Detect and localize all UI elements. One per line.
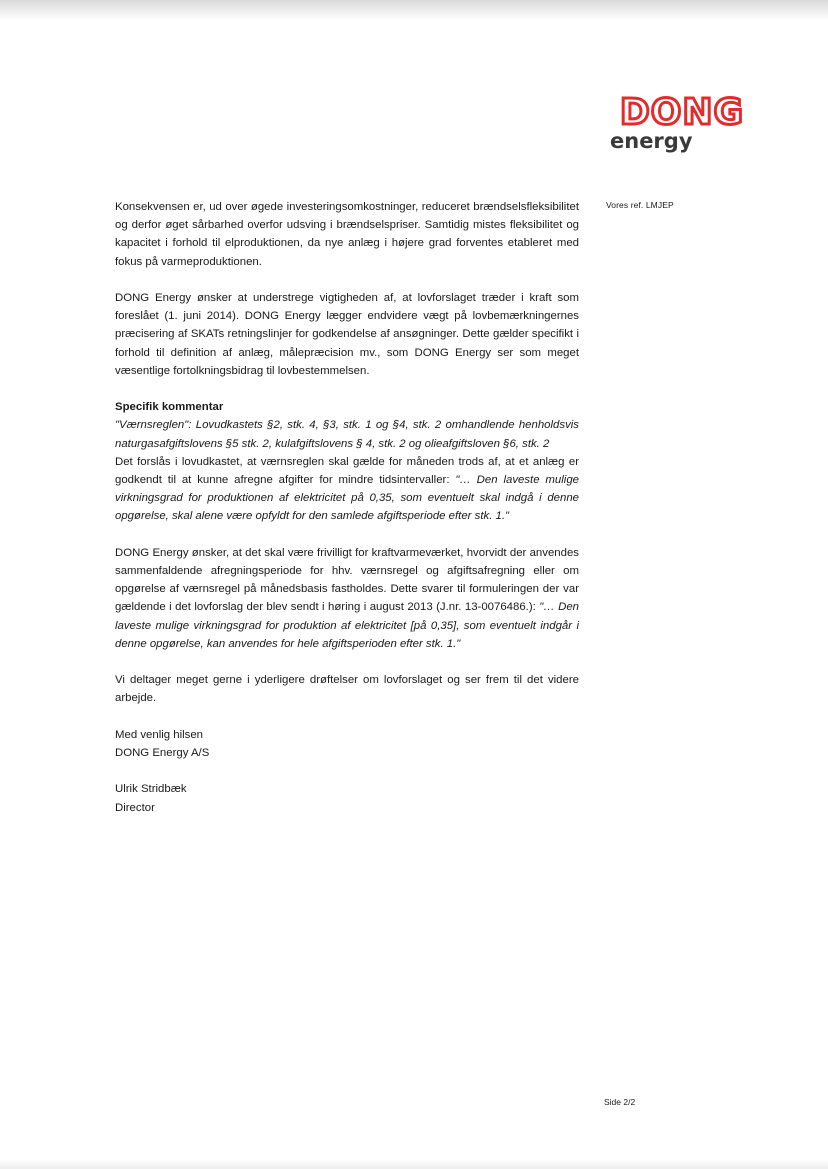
letter-body [115,198,579,817]
closing-company: DONG Energy A/S [115,747,210,760]
reference: Vores ref. LMJEP [606,200,674,210]
paragraph-emphasis: DONG Energy ønsker at understrege vigtigheden af, at lovforslaget træder i kraft som foreslået (1. juni 2014). DONG Energy lægger endvidere vægt på lovbemærkningernes præcisering af SKATs retningslinjer for godkendelse af ansøgninger. Dette gælder specifikt i forhold til definition af anlæg, målepræcision mv., som DONG Energy ser som meget væsentlige fortolkningsbidrag til lovbestemmelsen. [115,292,579,377]
paragraph-closing: Vi deltager meget gerne i yderligere drøftelser om lovforslaget og ser frem til det videre arbejde. [115,674,579,705]
scan-edge-top [0,0,828,20]
rule-text: Det forslås i lovudkastet, at værnsreglen skal gælde for måneden trods af, at et anlæg er godkendt til at kunne afregne afgifter for mindre tidsintervaller: [115,455,579,487]
logo-word-dong: DONG [619,92,745,133]
signatory-title: Director [115,801,155,814]
paragraph-consequence: Konsekvensen er, ud over øgede investeringsomkostninger, reduceret brændselsfleksibilitet og derfor øget sårbarhed overfor udsving i brændselspriser. Samtidig mistes fleksibilitet og kapacitet i forhold til elproduktionen, da nye anlæg i højere grad forventes etableret med fokus på varmeproduktionen. [115,201,579,268]
request-text: DONG Energy ønsker, at det skal være frivilligt for kraftvarmeværket, hvorvidt der anvendes sammenfaldende afregningsperiode for hhv. værnsregel og afgiftsafregning eller om opgørelse af værnsregel på månedsbasis fastholdes. Dette svarer til formuleringen der var gældende i det lovforslag der blev sendt i høring i august 2013 (J.nr. 13-0076486.): [115,546,579,614]
rule-quote: "… Den laveste mulige virkningsgrad for produktionen af elektricitet på 0,35, som eventuelt skal indgå i denne opgørelse, skal alene være opfyldt for den samlede afgiftsperiode efter stk. 1." [115,474,579,523]
paragraph-rule-description [115,453,579,526]
paragraph-rule-reference: "Værnsreglen": Lovudkastets §2, stk. 4, §3, stk. 1 og §4, stk. 2 omhandlende henholdsvis naturgasafgiftslovens §5 stk. 2, kulafgiftslovens § 4, stk. 2 og olieafgiftsloven §6, stk. 2 [115,419,579,450]
section-heading: Specifik kommentar [115,401,224,414]
paragraph-request [115,544,579,653]
request-quote: "… Den laveste mulige virkningsgrad for produktion af elektricitet [på 0,35], som eventuelt indgår i denne opgørelse, kan anvendes for hele afgiftsperioden efter stk. 1." [115,601,579,650]
closing-greeting: Med venlig hilsen [115,728,204,741]
scan-edge-bottom [0,1159,828,1169]
signatory-name: Ulrik Stridbæk [115,783,187,796]
page-number: Side 2/2 [604,1097,636,1107]
logo-word-energy: energy [610,129,693,153]
dong-energy-logo [600,92,765,154]
